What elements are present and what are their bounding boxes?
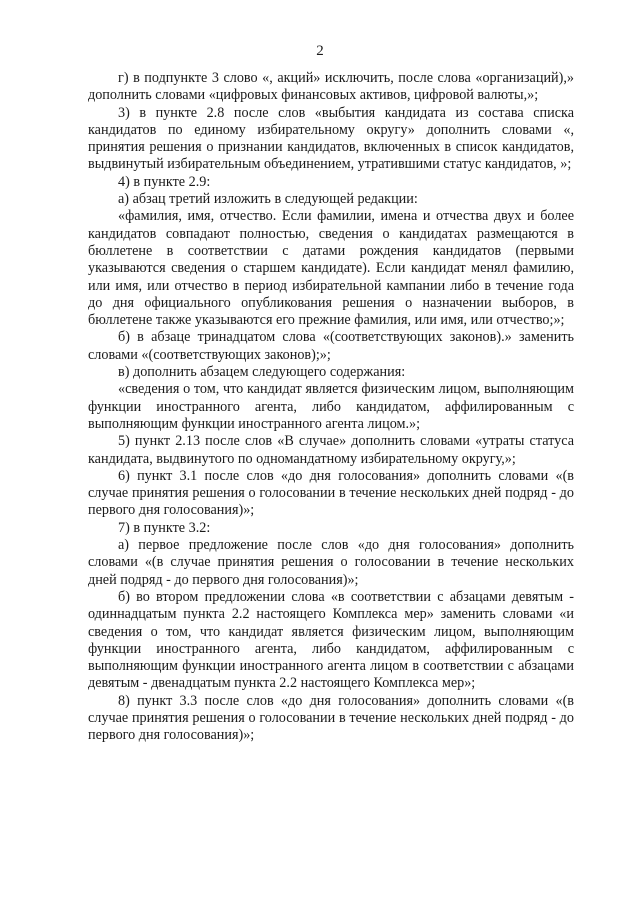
paragraph-point-3-item-2-8: 3) в пункте 2.8 после слов «выбытия кандидата из состава списка кандидатов по единому избирательному округу» дополнить словами «, принятия решения о признании кандидатов, включенных в список кандидатов, выдвинутый избирательным объединением, утратившими статус кандидатов, »; — [88, 104, 574, 173]
page-number: 2 — [316, 43, 324, 59]
paragraph-subitem-b-thirteenth: б) в абзаце тринадцатом слова «(соответствующих законов).» заменить словами «(соответствующих законов);»; — [88, 329, 574, 363]
paragraph-subitem-v-add-abzac: в) дополнить абзацем следующего содержания: — [118, 364, 406, 381]
paragraph-item-g-subpoint-3: г) в подпункте 3 слово «, акций» исключить, после слова «организаций),» дополнить словами «цифровых финансовых активов, цифровой валюты,»; — [88, 70, 574, 104]
paragraph-point-8-item-3-3: 8) пункт 3.3 после слов «до дня голосования» дополнить словами «(в случае принятия решения о голосовании в течение нескольких дней подряд - до первого дня голосования)»; — [88, 692, 574, 744]
paragraph-subitem-b-second-sentence: б) во втором предложении слова «в соответствии с абзацами девятым - одиннадцатым пункта 2.2 настоящего Комплекса мер» заменить словами «и сведения о том, что кандидат является физическим лицом, выполняющим функции иностранного агента, либо кандидатом, аффилированным с выполняющим функции иностранного агента лицом в соответствии с абзацами девятым - двенадцатым пункта 2.2 настоящего Комплекса мер»; — [88, 588, 574, 692]
paragraph-point-7-item-3-2: 7) в пункте 3.2: — [118, 519, 211, 536]
paragraph-point-6-item-3-1: 6) пункт 3.1 после слов «до дня голосования» дополнить словами «(в случае принятия решения о голосовании в течение нескольких дней подряд - до первого дня голосования)»; — [88, 467, 574, 519]
paragraph-quoted-foreign-agent: «сведения о том, что кандидат является физическим лицом, выполняющим функции иностранного агента, либо кандидатом, аффилированным с выполняющим функции иностранного агента лицом.»; — [88, 381, 574, 432]
document-body — [88, 70, 574, 745]
paragraph-point-4-item-2-9: 4) в пункте 2.9: — [118, 173, 211, 190]
paragraph-subitem-a-third-abzac: а) абзац третий изложить в следующей редакции: — [118, 191, 418, 208]
paragraph-point-5-item-2-13: 5) пункт 2.13 после слов «В случае» дополнить словами «утраты статуса кандидата, выдвинутого по одномандатному избирательному округу,»; — [88, 433, 574, 467]
paragraph-quoted-new-wording: «фамилия, имя, отчество. Если фамилии, имена и отчества двух и более кандидатов совпадают полностью, сведения о кандидатах размещаются в бюллетене в соответствии с датами рождения кандидатов (первыми указываются сведения о старшем кандидате). Если кандидат менял фамилию, или имя, или отчество в период избирательной кампании либо в течение года до дня официального опубликования решения о назначении выборов, в бюллетене также указываются его прежние фамилия, или имя, или отчество;»; — [88, 208, 574, 329]
paragraph-subitem-a-first-sentence: а) первое предложение после слов «до дня голосования» дополнить словами «(в случае принятия решения о голосовании в течение нескольких дней подряд - до первого дня голосования)»; — [88, 537, 574, 588]
